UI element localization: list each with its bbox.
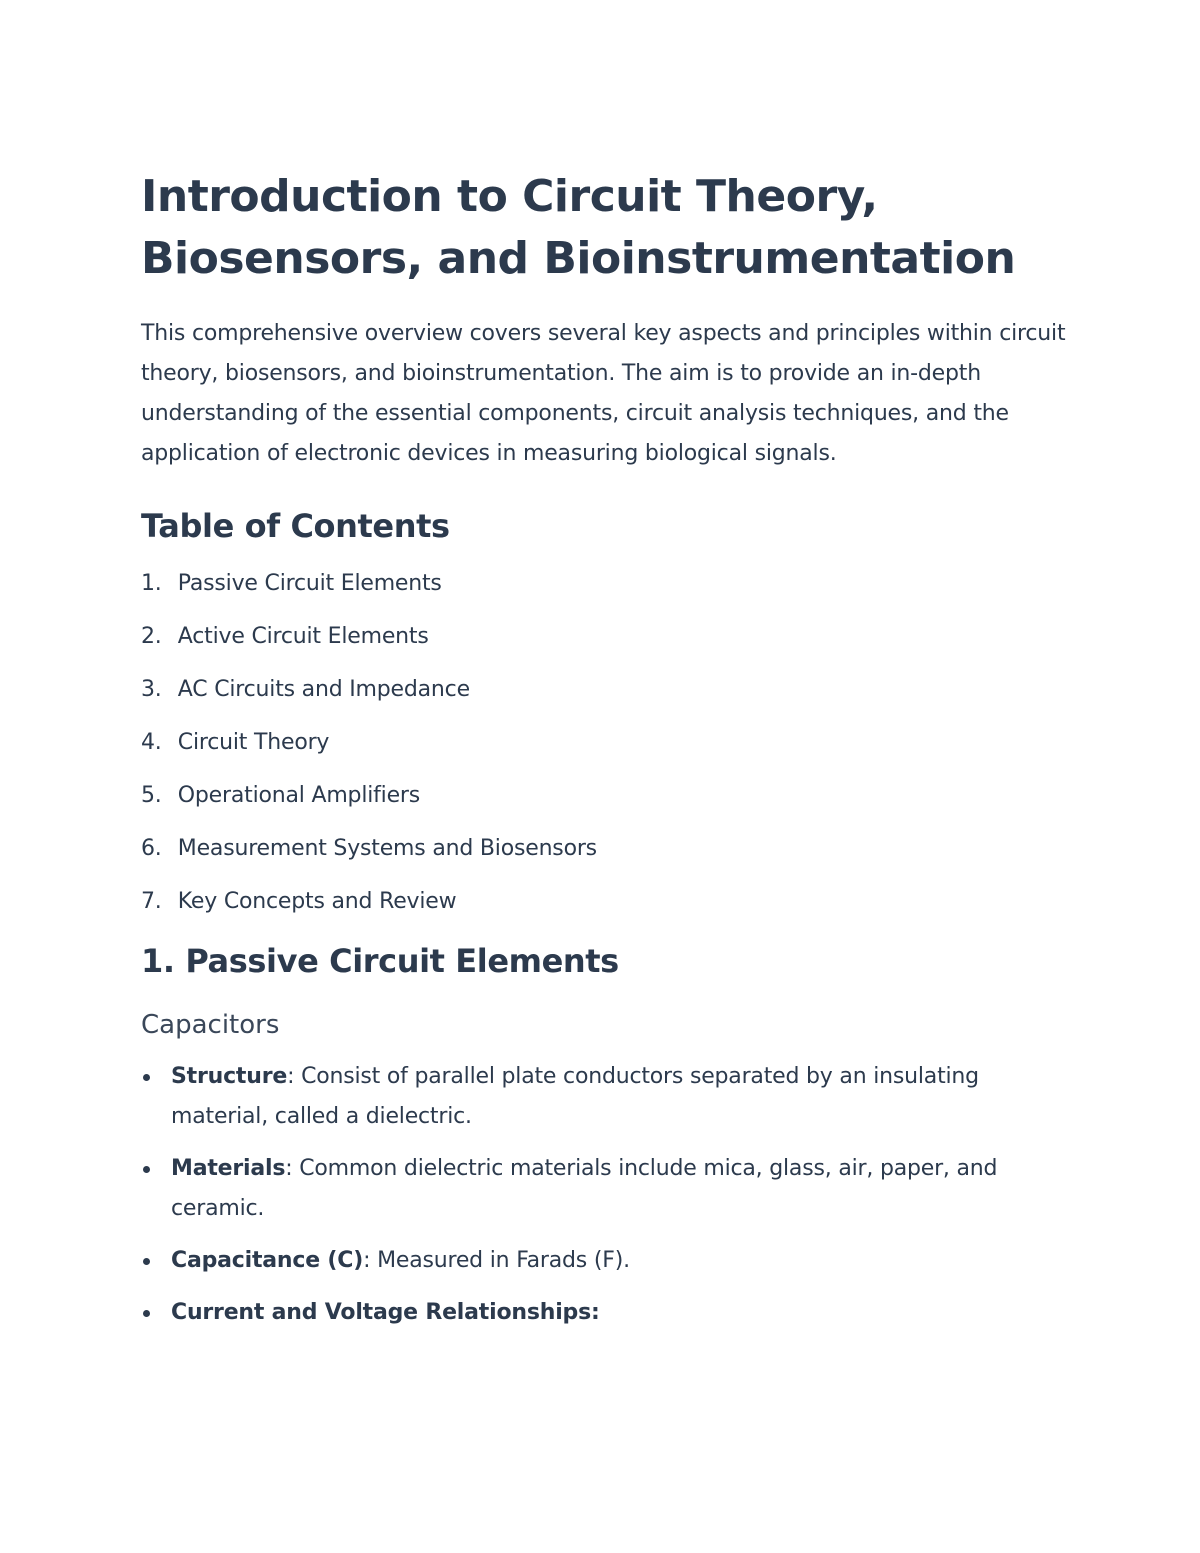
toc-item-number: 2.	[141, 624, 162, 649]
toc-item-label: Key Concepts and Review	[177, 889, 457, 914]
toc-item-label: Active Circuit Elements	[177, 624, 429, 649]
table-of-contents	[141, 568, 1071, 918]
toc-item-number: 7.	[141, 889, 162, 914]
bullet-item	[141, 1149, 1071, 1229]
toc-item	[141, 568, 1071, 600]
bullet-list	[141, 1057, 1071, 1333]
toc-heading: Table of Contents	[141, 507, 450, 545]
bullet-text: : Consist of parallel plate conductors separated by an insulating material, called a dielectric.	[171, 1064, 979, 1129]
toc-item-number: 5.	[141, 783, 162, 808]
toc-item	[141, 833, 1071, 865]
bullet-icon	[143, 1310, 150, 1317]
document-title-line-2: Biosensors, and Bioinstrumentation	[141, 233, 1016, 284]
toc-item	[141, 674, 1071, 706]
toc-item-label: Circuit Theory	[177, 730, 330, 755]
bullet-term: Current and Voltage Relationships:	[171, 1300, 600, 1325]
bullet-text: : Common dielectric materials include mica, glass, air, paper, and ceramic.	[171, 1156, 998, 1221]
toc-item-label: Operational Amplifiers	[177, 783, 421, 808]
toc-item-number: 4.	[141, 730, 162, 755]
toc-item	[141, 621, 1071, 653]
bullet-icon	[143, 1074, 150, 1081]
toc-item	[141, 886, 1071, 918]
section-heading: 1. Passive Circuit Elements	[141, 942, 619, 980]
toc-item-label: Measurement Systems and Biosensors	[177, 836, 597, 861]
document-title-line-1: Introduction to Circuit Theory,	[141, 171, 878, 222]
bullet-item	[141, 1241, 1071, 1281]
intro-paragraph: This comprehensive overview covers several key aspects and principles within circuit theory, biosensors, and bioinstrumentation. The aim is to provide an in-depth understanding of the essential components, circuit analysis techniques, and the application of electronic devices in measuring biological signals.	[141, 321, 1066, 466]
bullet-text: : Measured in Farads (F).	[363, 1248, 630, 1273]
toc-item-number: 6.	[141, 836, 162, 861]
document-page	[141, 166, 1071, 1345]
toc-item-label: Passive Circuit Elements	[177, 571, 442, 596]
toc-item	[141, 780, 1071, 812]
toc-item	[141, 727, 1071, 759]
bullet-icon	[143, 1258, 150, 1265]
bullet-item	[141, 1293, 1071, 1333]
bullet-term: Materials	[171, 1156, 286, 1181]
toc-item-number: 1.	[141, 571, 162, 596]
bullet-term: Structure	[171, 1064, 288, 1089]
subsection-heading: Capacitors	[141, 1010, 280, 1040]
toc-item-label: AC Circuits and Impedance	[177, 677, 470, 702]
bullet-icon	[143, 1166, 150, 1173]
document-title	[141, 166, 1071, 290]
bullet-item	[141, 1057, 1071, 1137]
bullet-term: Capacitance (C)	[171, 1248, 364, 1273]
toc-item-number: 3.	[141, 677, 162, 702]
